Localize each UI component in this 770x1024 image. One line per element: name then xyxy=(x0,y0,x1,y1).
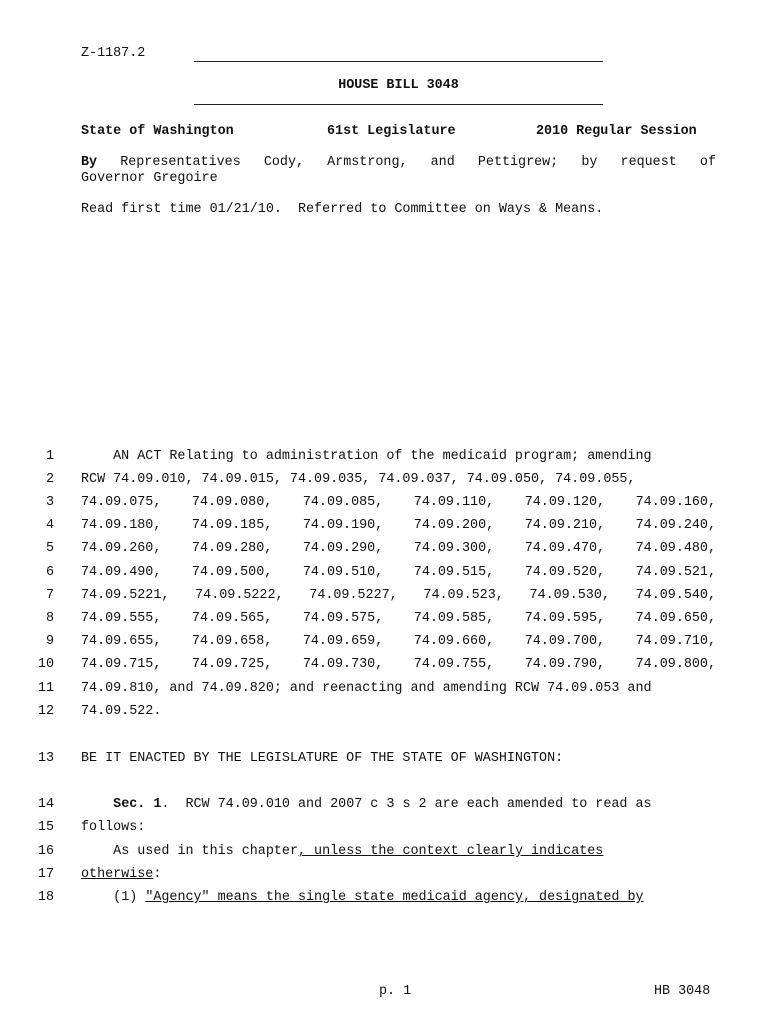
enacting-clause: BE IT ENACTED BY THE LEGISLATURE OF THE STATE OF WASHINGTON: xyxy=(81,751,564,766)
page-number: p. 1 xyxy=(379,984,412,999)
session-label: 2010 Regular Session xyxy=(536,124,697,139)
body-line xyxy=(0,518,770,538)
line-text: 74.09.810, and 74.09.820; and reenacting and amending RCW 74.09.053 and xyxy=(81,681,652,696)
body-line xyxy=(0,657,770,677)
body-line xyxy=(0,472,770,492)
state-label: State of Washington xyxy=(81,124,234,139)
line-text: 74.09.655, 74.09.658, 74.09.659, 74.09.660, 74.09.700, 74.09.710, xyxy=(81,634,716,649)
sponsors-text: Representatives Cody, Armstrong, and Pettigrew; by request of xyxy=(120,155,716,170)
body-line xyxy=(0,449,770,469)
body-line xyxy=(0,704,770,724)
line-text: 74.09.555, 74.09.565, 74.09.575, 74.09.585, 74.09.595, 74.09.650, xyxy=(81,611,716,626)
inserted-text: , unless the context clearly indicates xyxy=(297,844,604,859)
sponsors-by: By xyxy=(81,155,98,170)
body-line xyxy=(0,751,770,771)
section-intro: . RCW 74.09.010 and 2007 c 3 s 2 are each amended to read as xyxy=(161,797,652,812)
header-rule-bottom xyxy=(194,104,603,105)
line-text: 74.09.715, 74.09.725, 74.09.730, 74.09.755, 74.09.790, 74.09.800, xyxy=(81,657,716,672)
bill-title: HOUSE BILL 3048 xyxy=(338,78,459,93)
inserted-text: otherwise xyxy=(81,867,154,882)
plain-text: As used in this chapter xyxy=(113,844,298,859)
plain-text: : xyxy=(153,867,162,882)
body-line xyxy=(0,867,770,887)
sponsors-line-1 xyxy=(81,155,716,170)
body-line xyxy=(0,681,770,701)
body-line xyxy=(0,565,770,585)
line-text: 74.09.522. xyxy=(81,704,162,719)
read-first-line: Read first time 01/21/10. Referred to Committee on Ways & Means. xyxy=(81,202,604,217)
line-number: 2 xyxy=(45,472,54,487)
line-number: 8 xyxy=(45,611,54,626)
line-text xyxy=(81,867,716,882)
line-text: RCW 74.09.010, 74.09.015, 74.09.035, 74.09.037, 74.09.050, 74.09.055, xyxy=(81,472,636,487)
body-line xyxy=(0,890,770,910)
footer-bill-ref: HB 3048 xyxy=(654,984,711,999)
line-text xyxy=(81,844,716,859)
line-number: 7 xyxy=(45,588,54,603)
line-text: 74.09.260, 74.09.280, 74.09.290, 74.09.300, 74.09.470, 74.09.480, xyxy=(81,541,716,556)
line-text xyxy=(81,797,716,812)
bill-draft-id: Z-1187.2 xyxy=(81,46,146,61)
line-number: 15 xyxy=(37,820,54,835)
sponsors-line-2: Governor Gregoire xyxy=(81,171,218,186)
body-line xyxy=(0,634,770,654)
line-text: AN ACT Relating to administration of the medicaid program; amending xyxy=(81,449,652,464)
body-line xyxy=(0,588,770,608)
inserted-text: "Agency" means the single state medicaid agency, designated by xyxy=(145,890,644,905)
line-text: 74.09.075, 74.09.080, 74.09.085, 74.09.110, 74.09.120, 74.09.160, xyxy=(81,495,716,510)
line-number: 12 xyxy=(37,704,54,719)
line-number: 3 xyxy=(45,495,54,510)
body-line xyxy=(0,611,770,631)
line-text xyxy=(81,890,716,905)
section-heading: Sec. 1 xyxy=(113,797,162,812)
body-line xyxy=(0,797,770,817)
line-number: 13 xyxy=(37,751,54,766)
body-line xyxy=(0,844,770,864)
line-number: 1 xyxy=(45,449,54,464)
line-number: 17 xyxy=(37,867,54,882)
line-number: 4 xyxy=(45,518,54,533)
line-text: follows: xyxy=(81,820,146,835)
line-number: 11 xyxy=(37,681,54,696)
line-number: 16 xyxy=(37,844,54,859)
line-number: 9 xyxy=(45,634,54,649)
line-number: 10 xyxy=(37,657,54,672)
body-line xyxy=(0,495,770,515)
legislature-label: 61st Legislature xyxy=(327,124,456,139)
line-text: 74.09.490, 74.09.500, 74.09.510, 74.09.515, 74.09.520, 74.09.521, xyxy=(81,565,716,580)
line-text: 74.09.180, 74.09.185, 74.09.190, 74.09.200, 74.09.210, 74.09.240, xyxy=(81,518,716,533)
line-number: 14 xyxy=(37,797,54,812)
header-rule-top xyxy=(194,61,603,62)
body-line xyxy=(0,541,770,561)
line-text: 74.09.5221, 74.09.5222, 74.09.5227, 74.09.523, 74.09.530, 74.09.540, xyxy=(81,588,716,603)
line-number: 18 xyxy=(37,890,54,905)
line-number: 6 xyxy=(45,565,54,580)
plain-text: (1) xyxy=(113,890,146,905)
body-line xyxy=(0,820,770,840)
line-number: 5 xyxy=(45,541,54,556)
